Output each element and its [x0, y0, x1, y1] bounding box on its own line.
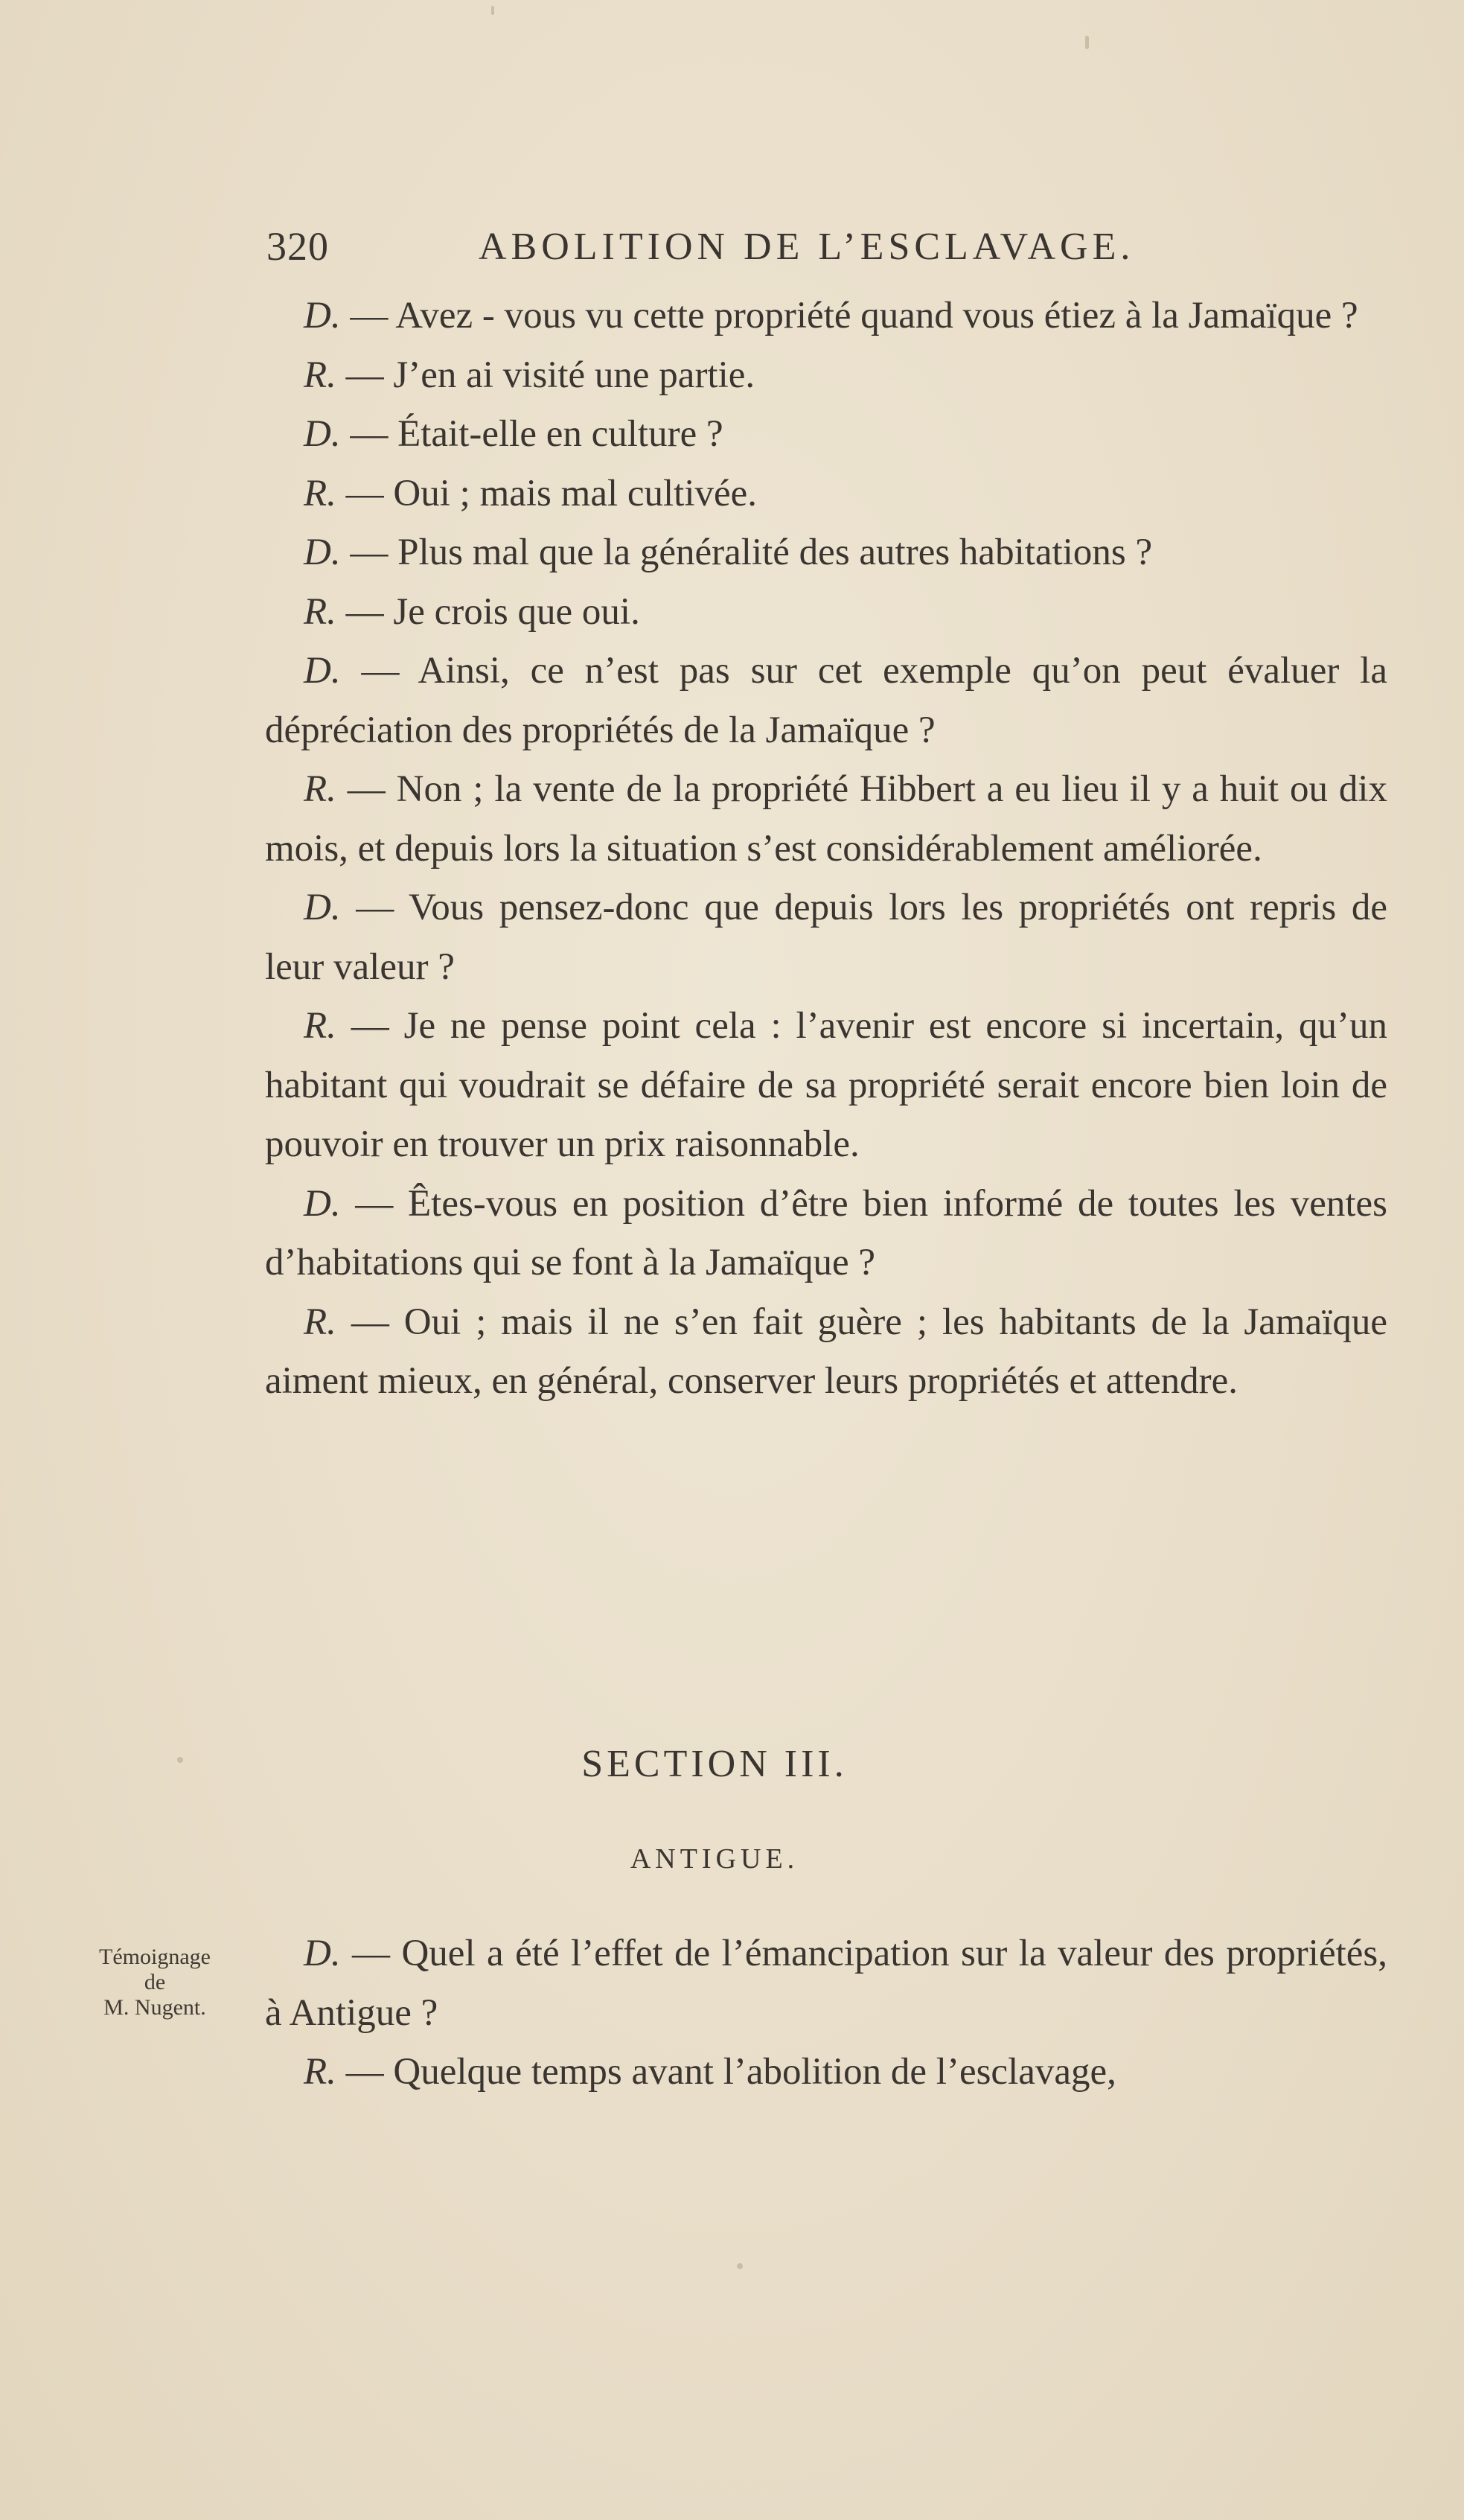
speaker-label: D.: [304, 1182, 341, 1225]
paragraph-text: — Oui ; mais mal cultivée.: [336, 472, 758, 514]
paper-speck: [177, 1757, 183, 1763]
dialogue-block-antigue: [265, 1924, 1387, 2102]
paragraph-text: — Êtes-vous en position d’être bien informé de toutes les ventes d’habitations qui se font à la Jamaïque ?: [265, 1182, 1387, 1283]
dialogue-paragraph: [265, 878, 1387, 997]
speaker-label: R.: [304, 768, 336, 810]
speaker-label: D.: [304, 650, 341, 692]
paper-speck: [737, 2263, 743, 2269]
speaker-label: R.: [304, 354, 336, 396]
paragraph-text: — J’en ai visité une partie.: [336, 354, 755, 396]
dialogue-paragraph: [265, 642, 1387, 760]
paper-speck: [1085, 36, 1089, 49]
dialogue-paragraph: [265, 523, 1387, 583]
dialogue-paragraph: [265, 346, 1387, 406]
page-number: 320: [266, 224, 329, 269]
paragraph-text: — Était-elle en culture ?: [340, 413, 723, 455]
paragraph-text: — Non ; la vente de la propriété Hibbert a eu lieu il y a huit ou dix mois, et depuis lors la situation s’est considérablement améliorée.: [265, 768, 1387, 870]
paragraph-text: — Je crois que oui.: [336, 590, 640, 633]
speaker-label: D.: [304, 887, 341, 928]
speaker-label: D.: [304, 532, 341, 573]
paragraph-text: — Vous pensez-donc que depuis lors les propriétés ont repris de leur valeur ?: [265, 887, 1387, 988]
dialogue-paragraph: [265, 997, 1387, 1175]
margin-note-line: de: [144, 1970, 166, 1994]
dialogue-paragraph: [265, 760, 1387, 878]
speaker-label: D.: [304, 295, 341, 336]
paragraph-text: — Plus mal que la généralité des autres habitations ?: [340, 532, 1153, 573]
dialogue-paragraph: [265, 1175, 1387, 1293]
dialogue-paragraph: [265, 287, 1387, 346]
paragraph-text: — Quel a été l’effet de l’émancipation sur la valeur des propriétés, à Antigue ?: [265, 1933, 1387, 2034]
dialogue-paragraph: [265, 583, 1387, 642]
dialogue-paragraph: [265, 2043, 1387, 2102]
dialogue-block: [265, 287, 1387, 1411]
section-subheading: ANTIGUE.: [630, 1843, 799, 1875]
running-title: ABOLITION DE L’ESCLAVAGE.: [479, 226, 1135, 268]
speaker-label: R.: [304, 590, 336, 633]
speaker-label: D.: [304, 1933, 341, 1974]
dialogue-paragraph: [265, 1924, 1387, 2043]
paper-speck: [491, 6, 494, 15]
paragraph-text: — Ainsi, ce n’est pas sur cet exemple qu’on peut évaluer la dépréciation des propriétés de la Jamaïque ?: [265, 650, 1387, 751]
speaker-label: R.: [304, 2051, 336, 2093]
page-header: [266, 223, 1160, 283]
paragraph-text: — Oui ; mais il ne s’en fait guère ; les habitants de la Jamaïque aiment mieux, en général, conserver leurs propriétés et attendre.: [265, 1301, 1387, 1402]
speaker-label: D.: [304, 413, 341, 455]
margin-note: [65, 1945, 244, 2020]
speaker-label: R.: [304, 1005, 336, 1047]
dialogue-paragraph: [265, 465, 1387, 524]
dialogue-paragraph: [265, 1293, 1387, 1411]
dialogue-paragraph: [265, 405, 1387, 465]
margin-note-line: Témoignage: [99, 1945, 211, 1969]
paragraph-text: — Quelque temps avant l’abolition de l’esclavage,: [336, 2051, 1116, 2093]
paragraph-text: — Je ne pense point cela : l’avenir est encore si incertain, qu’un habitant qui voudrait se défaire de sa propriété serait encore bien loin de pouvoir en trouver un prix raisonnable.: [265, 1005, 1387, 1165]
speaker-label: R.: [304, 1301, 336, 1343]
margin-note-line: M. Nugent.: [103, 1995, 206, 2020]
speaker-label: R.: [304, 472, 336, 514]
paragraph-text: — Avez - vous vu cette propriété quand vous étiez à la Jamaïque ?: [340, 295, 1358, 336]
section-heading: SECTION III.: [581, 1743, 848, 1785]
